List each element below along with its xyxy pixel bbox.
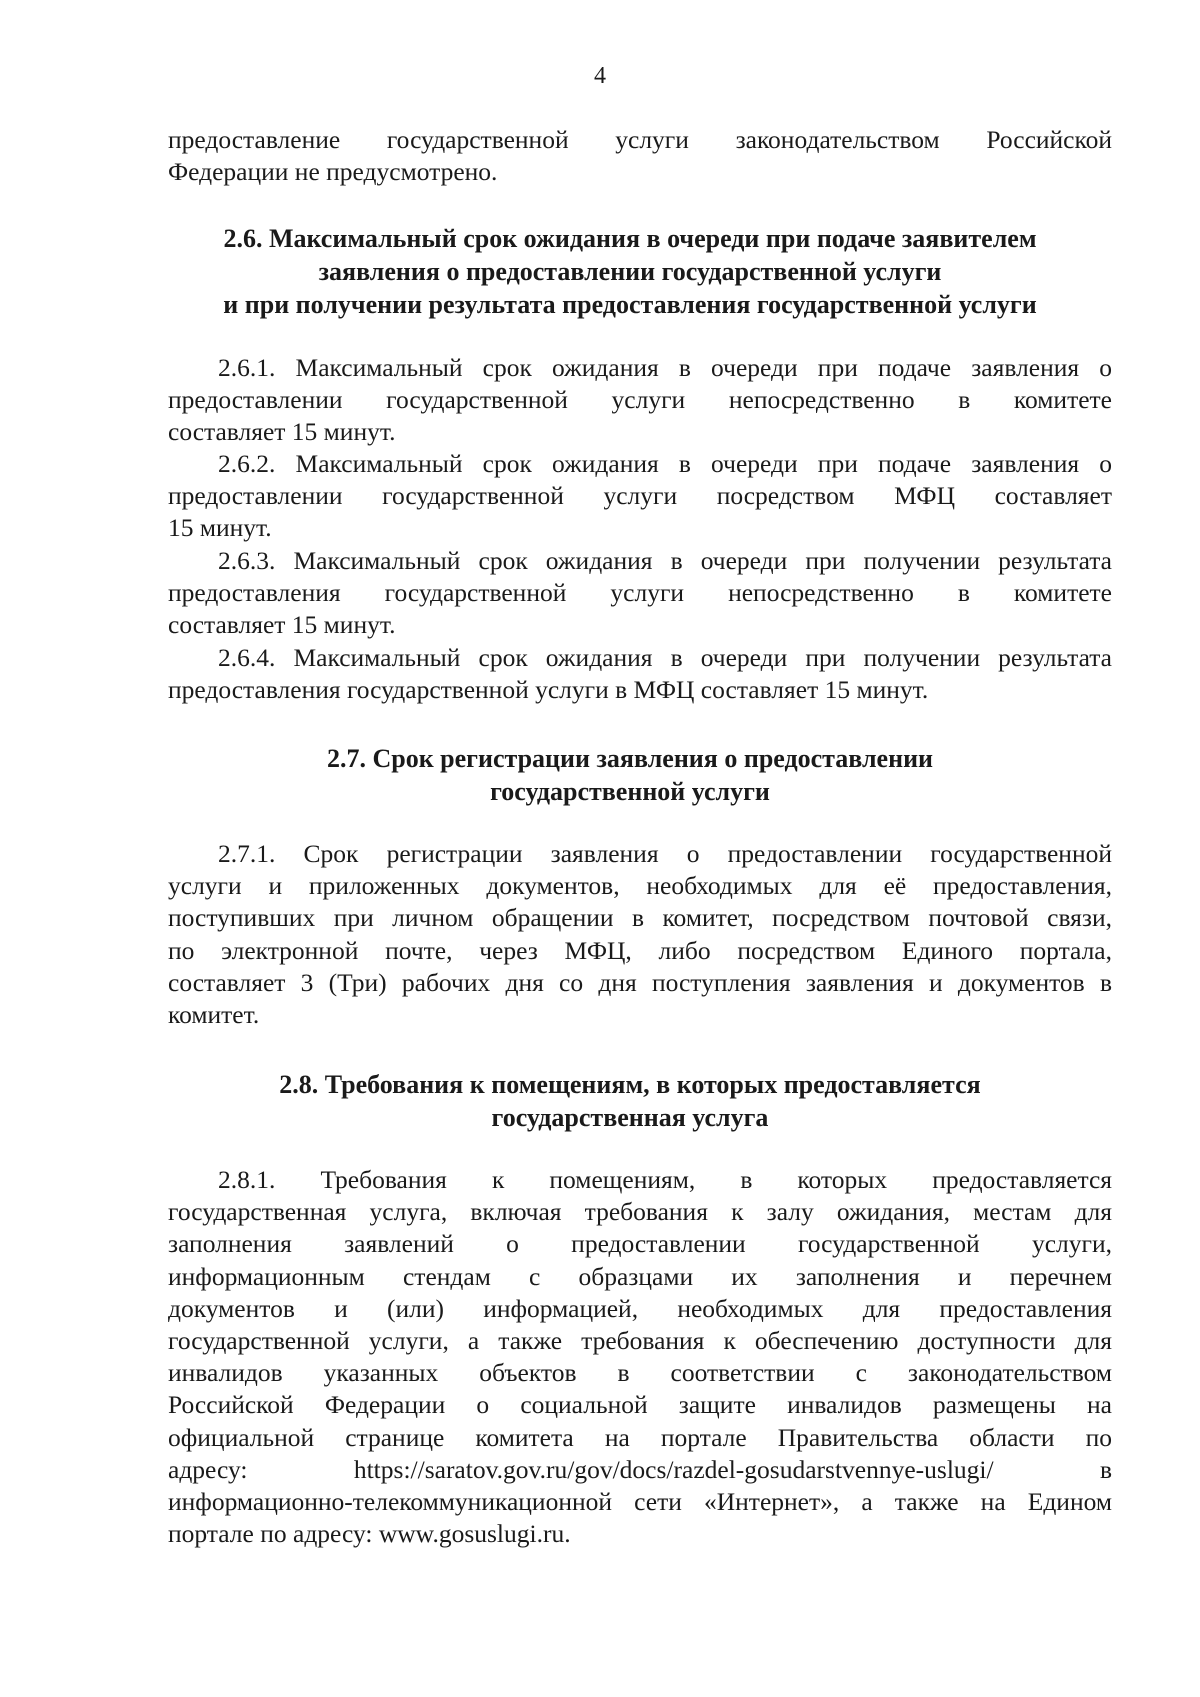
text-line: составляет 15 минут. bbox=[168, 417, 396, 447]
text-line: предоставление государственной услуги законодательством Российской bbox=[168, 125, 1112, 154]
text-line: 15 минут. bbox=[168, 513, 272, 543]
text-line: 2.6.4. Максимальный срок ожидания в очереди при получении результата bbox=[218, 643, 1112, 672]
text-line: составляет 3 (Три) рабочих дня со дня поступления заявления и документов в bbox=[168, 967, 1112, 997]
text-line: предоставления государственной услуги непосредственно в комитете bbox=[168, 578, 1112, 608]
portal-url-line: адресу: https://saratov.gov.ru/gov/docs/razdel-gosudarstvennye-uslugi/ в bbox=[168, 1454, 1112, 1484]
paragraph-2-6-1 bbox=[168, 352, 1112, 449]
text-line: Федерации не предусмотрено. bbox=[168, 157, 498, 187]
section-2-7-heading bbox=[150, 742, 1110, 808]
text-line: 2.6.3. Максимальный срок ожидания в очереди при получении результата bbox=[218, 546, 1112, 575]
text-line: по электронной почте, через МФЦ, либо посредством Единого портала, bbox=[168, 935, 1112, 965]
text-line: Российской Федерации о социальной защите инвалидов размещены на bbox=[168, 1390, 1112, 1420]
heading-line: 2.8. Требования к помещениям, в которых предоставляется bbox=[279, 1070, 981, 1099]
paragraph-2-6-3 bbox=[168, 545, 1112, 642]
paragraph-2-6-2 bbox=[168, 448, 1112, 545]
section-2-6-heading bbox=[150, 222, 1110, 321]
paragraph-2-8-1 bbox=[168, 1164, 1112, 1550]
text-line: 2.7.1. Срок регистрации заявления о предоставлении государственной bbox=[218, 839, 1112, 868]
text-line: комитет. bbox=[168, 1000, 260, 1030]
text-line: составляет 15 минут. bbox=[168, 610, 396, 640]
text-line: 2.6.2. Максимальный срок ожидания в очереди при подаче заявления о bbox=[218, 449, 1112, 478]
text-line: 2.6.1. Максимальный срок ожидания в очереди при подаче заявления о bbox=[218, 353, 1112, 382]
gosuslugi-url-line: портале по адресу: www.gosuslugi.ru. bbox=[168, 1519, 571, 1549]
text-line: 2.8.1. Требования к помещениям, в которых предоставляется bbox=[218, 1165, 1112, 1194]
text-line: документов и (или) информацией, необходимых для предоставления bbox=[168, 1293, 1112, 1323]
heading-line: 2.7. Срок регистрации заявления о предоставлении bbox=[326, 744, 934, 773]
section-2-8-heading bbox=[150, 1068, 1110, 1134]
text-line: информационным стендам с образцами их заполнения и перечнем bbox=[168, 1261, 1112, 1291]
paragraph-2-7-1 bbox=[168, 838, 1112, 1031]
intro-paragraph bbox=[168, 124, 1112, 188]
text-line: заполнения заявлений о предоставлении государственной услуги, bbox=[168, 1229, 1112, 1259]
text-line: услуги и приложенных документов, необходимых для её предоставления, bbox=[168, 871, 1112, 901]
heading-line: государственной услуги bbox=[490, 777, 770, 806]
heading-line: 2.6. Максимальный срок ожидания в очереди при подаче заявителем bbox=[223, 224, 1037, 253]
text-line: инвалидов указанных объектов в соответствии с законодательством bbox=[168, 1358, 1112, 1388]
text-line: поступивших при личном обращении в комитет, посредством почтовой связи, bbox=[168, 903, 1112, 933]
heading-line: государственная услуга bbox=[491, 1103, 769, 1132]
page-number: 4 bbox=[594, 63, 606, 89]
text-line: предоставлении государственной услуги посредством МФЦ составляет bbox=[168, 481, 1112, 511]
text-line: предоставления государственной услуги в МФЦ составляет 15 минут. bbox=[168, 675, 929, 705]
text-line: официальной странице комитета на портале Правительства области по bbox=[168, 1422, 1112, 1452]
paragraph-2-6-4 bbox=[168, 642, 1112, 706]
text-line: предоставлении государственной услуги непосредственно в комитете bbox=[168, 385, 1112, 415]
text-line: государственная услуга, включая требования к залу ожидания, местам для bbox=[168, 1197, 1112, 1227]
text-line: информационно-телекоммуникационной сети «Интернет», а также на Едином bbox=[168, 1487, 1112, 1517]
text-line: государственной услуги, а также требования к обеспечению доступности для bbox=[168, 1326, 1112, 1356]
heading-line: и при получении результата предоставления государственной услуги bbox=[223, 290, 1037, 319]
heading-line: заявления о предоставлении государственной услуги bbox=[318, 257, 942, 286]
